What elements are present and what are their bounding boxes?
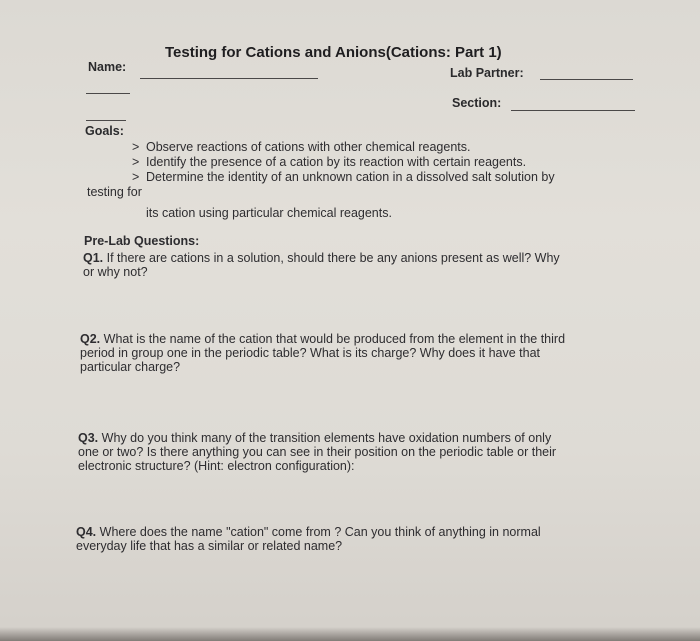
bullet-arrow-icon: > bbox=[132, 170, 140, 184]
goal-continuation: its cation using particular chemical reagents. bbox=[146, 206, 392, 220]
lab-partner-blank-line[interactable] bbox=[540, 79, 633, 80]
page-bottom-shadow bbox=[0, 627, 700, 641]
goal-item: > Determine the identity of an unknown cation in a dissolved salt solution by bbox=[132, 170, 555, 184]
prelab-heading: Pre-Lab Questions: bbox=[84, 234, 200, 248]
bullet-arrow-icon: > bbox=[132, 140, 140, 154]
page-title: Testing for Cations and Anions(Cations: Part 1) bbox=[165, 44, 502, 61]
question-q4: Q4. Where does the name "cation" come from ? Can you think of anything in normal everyday life that has a similar or related name? bbox=[76, 525, 541, 553]
question-number: Q2. bbox=[80, 332, 101, 346]
bullet-arrow-icon: > bbox=[132, 155, 140, 169]
goals-heading: Goals: bbox=[85, 124, 124, 138]
question-q3: Q3. Why do you think many of the transition elements have oxidation numbers of only one or two? Is there anything you can see in their position on the periodic table or their electronic structure? (Hint: electron configuration): bbox=[78, 431, 557, 473]
name-blank-line[interactable] bbox=[140, 78, 318, 79]
question-q2: Q2. What is the name of the cation that would be produced from the element in the third period in group one in the periodic table? What is its charge? Why does it have that particular charge? bbox=[80, 332, 566, 374]
section-label: Section: bbox=[452, 96, 502, 110]
question-q1: Q1. If there are cations in a solution, should there be any anions present as well? Why or why not? bbox=[83, 251, 560, 279]
question-number: Q1. bbox=[83, 251, 104, 265]
name-blank-line-continued[interactable] bbox=[86, 93, 130, 94]
goal-item: > Observe reactions of cations with other chemical reagents. bbox=[132, 140, 471, 154]
lab-partner-label: Lab Partner: bbox=[450, 66, 524, 80]
question-number: Q3. bbox=[78, 431, 99, 445]
question-number: Q4. bbox=[76, 525, 97, 539]
section-blank-line[interactable] bbox=[511, 110, 635, 111]
name-label: Name: bbox=[88, 60, 127, 74]
goal-item: > Identify the presence of a cation by its reaction with certain reagents. bbox=[132, 155, 527, 169]
divider-line bbox=[86, 120, 126, 121]
goal-wrap-text: testing for bbox=[87, 185, 142, 199]
